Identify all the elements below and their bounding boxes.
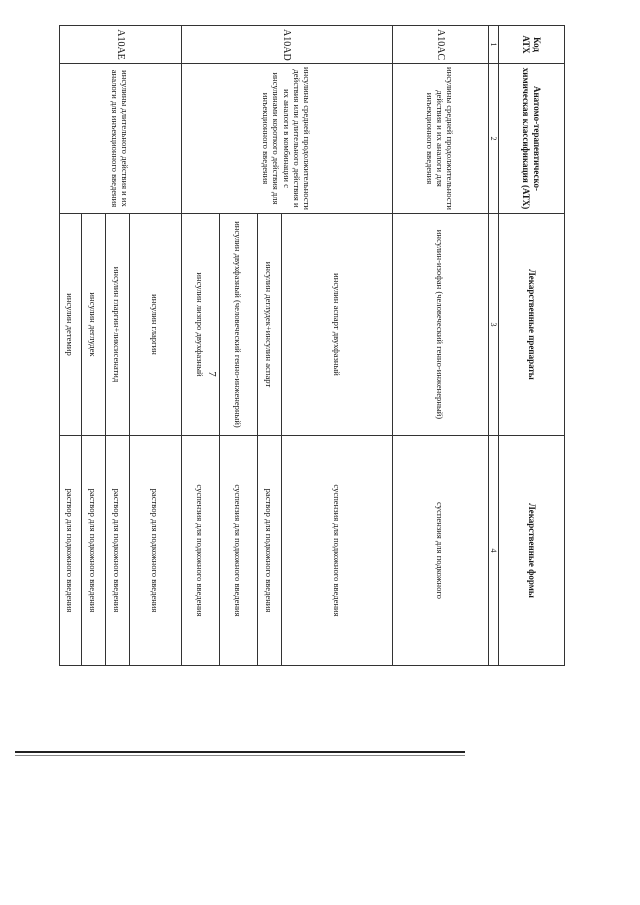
dosage-form: раствор для подкожного введения bbox=[129, 436, 181, 666]
header-row bbox=[499, 26, 565, 666]
column-number: 2 bbox=[488, 64, 498, 214]
header-forms: Лекарственные формы bbox=[499, 436, 565, 666]
drug-table bbox=[59, 25, 565, 666]
column-number-row bbox=[488, 26, 498, 666]
atc-classification: инсулины средней продолжительности действия и их аналоги для инъекционного введения bbox=[392, 64, 488, 214]
drug-name: инсулин деглудек+инсулин аспарт bbox=[257, 214, 281, 436]
drug-name: инсулин двухфазный (человеческий генно-инженерный) bbox=[219, 214, 257, 436]
atc-classification: инсулины средней продолжительности действия или длительного действия и их аналоги в комбинации с инсулинами короткого действия для инъекционного введения bbox=[181, 64, 392, 214]
drug-name: инсулин гларгин bbox=[129, 214, 181, 436]
drug-name: инсулин-изофан (человеческий генно-инженерный) bbox=[392, 214, 488, 436]
dosage-form: суспензия для подкожного введения bbox=[219, 436, 257, 666]
drug-table-rotated bbox=[65, 25, 565, 665]
column-number: 4 bbox=[488, 436, 498, 666]
dosage-form: раствор для подкожного введения bbox=[257, 436, 281, 666]
drug-name: инсулин аспарт двухфазный bbox=[281, 214, 392, 436]
dosage-form: суспензия для подкожного введения bbox=[181, 436, 219, 666]
horizontal-rule bbox=[15, 751, 465, 753]
horizontal-rule-thin bbox=[15, 755, 465, 756]
drug-name: инсулин лизпро двухфазный bbox=[181, 214, 219, 436]
page-number: 7 bbox=[205, 371, 218, 377]
header-drugs: Лекарственные препараты bbox=[499, 214, 565, 436]
column-number: 3 bbox=[488, 214, 498, 436]
dosage-form: суспензия для подкожного введения bbox=[281, 436, 392, 666]
dosage-form: раствор для подкожного введения bbox=[81, 436, 105, 666]
drug-name: инсулин деглудек bbox=[81, 214, 105, 436]
header-code: Код АТХ bbox=[499, 26, 565, 64]
atc-code: A10AD bbox=[181, 26, 392, 64]
atc-classification: инсулины длительного действия и их аналоги для инъекционного введения bbox=[59, 64, 181, 214]
table-row bbox=[392, 26, 488, 666]
drug-name: инсулин гларгин+ликсисенатид bbox=[105, 214, 129, 436]
drug-name: инсулин детемир bbox=[59, 214, 81, 436]
header-classification: Анатомо-терапевтическо-химическая классификация (АТХ) bbox=[499, 64, 565, 214]
dosage-form: раствор для подкожного введения bbox=[105, 436, 129, 666]
column-number: 1 bbox=[488, 26, 498, 64]
table-row bbox=[281, 26, 392, 666]
atc-code: A10AC bbox=[392, 26, 488, 64]
atc-code: A10AE bbox=[59, 26, 181, 64]
table-row bbox=[129, 26, 181, 666]
dosage-form: суспензия для подкожного bbox=[392, 436, 488, 666]
dosage-form: раствор для подкожного введения bbox=[59, 436, 81, 666]
